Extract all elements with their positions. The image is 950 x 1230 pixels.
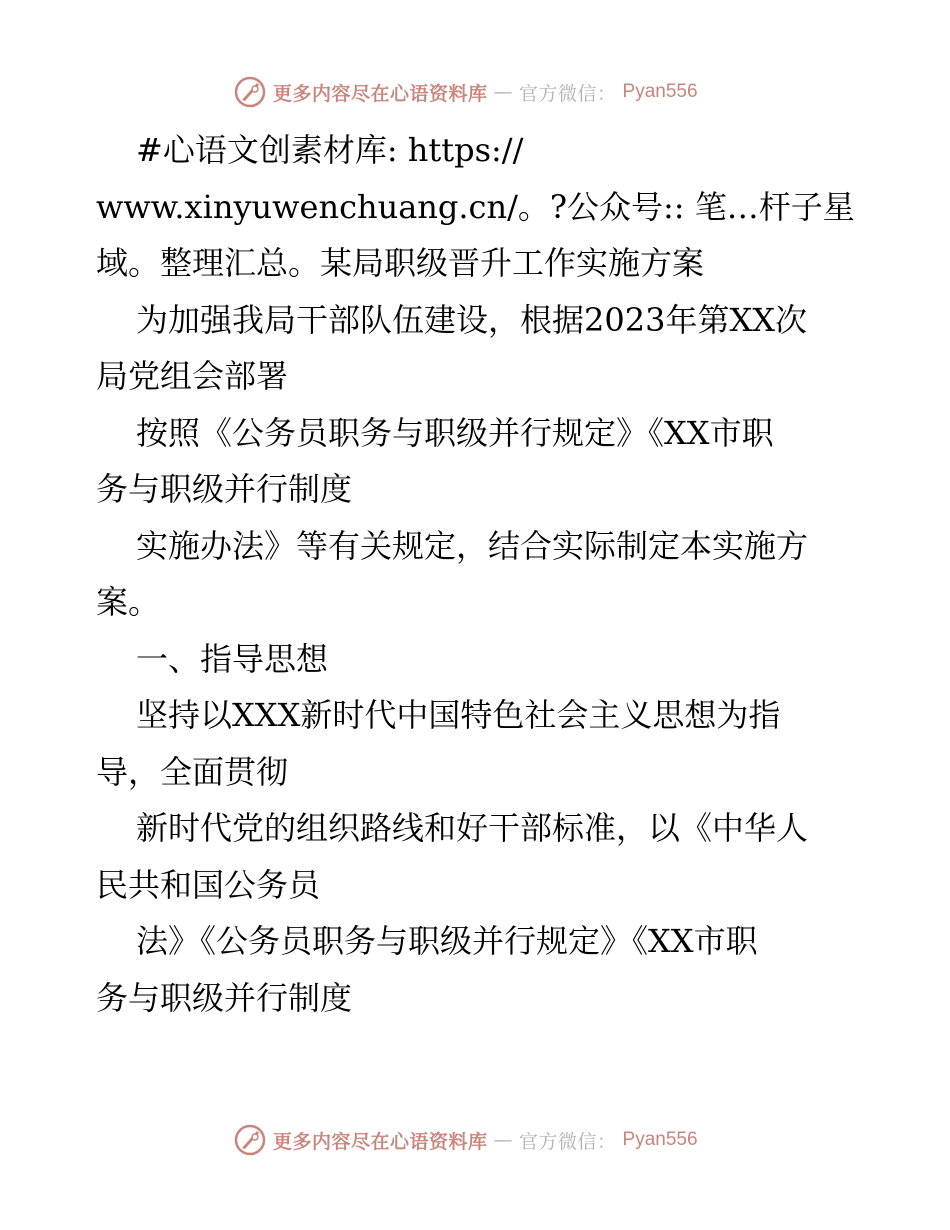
quill-logo-icon <box>233 1123 267 1157</box>
text-line: 域。整理汇总。某局职级晋升工作实施方案 <box>96 244 705 282</box>
text-line: 法》《公务员职务与职级并行规定》《XX市职 <box>136 922 758 960</box>
text-line: 局党组会部署 <box>96 357 289 395</box>
text-line: 导，全面贯彻 <box>96 752 289 791</box>
quill-logo-icon <box>233 75 267 109</box>
text-line: 实施办法》等有关规定，结合实际制定本实施方 <box>136 526 809 565</box>
watermark-header <box>233 72 698 112</box>
watermark-main-text: 更多内容尽在心语资料库 <box>273 1130 488 1153</box>
watermark-main-text: 更多内容尽在心语资料库 <box>273 82 488 105</box>
text-line: 务与职级并行制度 <box>96 470 353 508</box>
text-line: 民共和国公务员 <box>96 865 321 904</box>
text-line: www.xinyuwenchuang.cn/。?公众号:: 笔…杆子星 <box>96 187 855 226</box>
watermark-footer <box>233 1120 698 1160</box>
watermark-sub-text: 官方微信： <box>519 1130 617 1153</box>
text-line: 案。 <box>96 583 161 621</box>
watermark-separator: — <box>493 1129 514 1151</box>
watermark-wechat-id: Pyan556 <box>622 81 698 102</box>
watermark-separator: — <box>493 81 514 103</box>
text-line: 按照《公务员职务与职级并行规定》《XX市职 <box>136 413 774 452</box>
document-body <box>96 122 866 1026</box>
text-line: 为加强我局干部队伍建设，根据2023年第XX次 <box>136 300 808 339</box>
watermark-wechat-id: Pyan556 <box>622 1129 698 1150</box>
watermark-sub-text: 官方微信： <box>519 82 617 105</box>
text-line: 一、指导思想 <box>136 639 329 678</box>
text-line: 坚持以XXX新时代中国特色社会主义思想为指 <box>136 696 781 734</box>
text-line: #心语文创素材库: https:// <box>136 131 524 169</box>
text-line: 新时代党的组织路线和好干部标准，以《中华人 <box>136 809 809 847</box>
text-line: 务与职级并行制度 <box>96 978 353 1017</box>
